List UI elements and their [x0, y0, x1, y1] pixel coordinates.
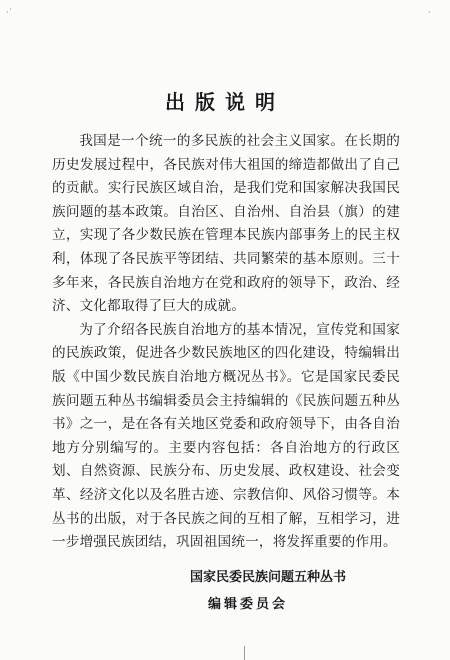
paragraph: 为了介绍各民族自治地方的基本情况，宣传党和国家的民族政策，促进各少数民族地区的四化建设，特编辑出版《中国少数民族自治地方概况丛书》。它是国家民委民族问题五种丛书编辑委员会主持编辑的《民族问题五种丛书》之一，是在各有关地区党委和政府领导下，由各自治地方分别编写的。主要内容包括：各自治地方的行政区划、自然资源、民族分布、历史发展、政权建设、社会变革、经济文化以及名胜古迹、宗教信仰、风俗习惯等。本丛书的出版，对于各民族之间的互相了解，互相学习，进一步增强民族团结，巩固祖国统一，将发挥重要的作用。 [52, 321, 400, 551]
scan-mark: · [428, 8, 431, 17]
paragraph: 我国是一个统一的多民族的社会主义国家。在长期的历史发展过程中，各民族对伟大祖国的缔造都做出了自己的贡献。实行民族区域自治，是我们党和国家解决我国民族问题的基本政策。自治区、自治州、自治县（旗）的建立，实现了各少数民族在管理本民族内部事务上的民主权利，体现了各民族平等团结、共同繁荣的基本原则。三十多年来，各民族自治地方在党和政府的领导下，政治、经济、文化都取得了巨大的成就。 [52, 133, 400, 315]
signature-committee: 编辑委员会 [208, 597, 289, 612]
page-title: 出版说明 [165, 90, 285, 114]
scan-mark: ·˙ [6, 8, 13, 17]
body-text [52, 130, 400, 555]
scan-mark [244, 646, 245, 660]
signature-organization: 国家民委民族问题五种丛书 [190, 570, 347, 585]
